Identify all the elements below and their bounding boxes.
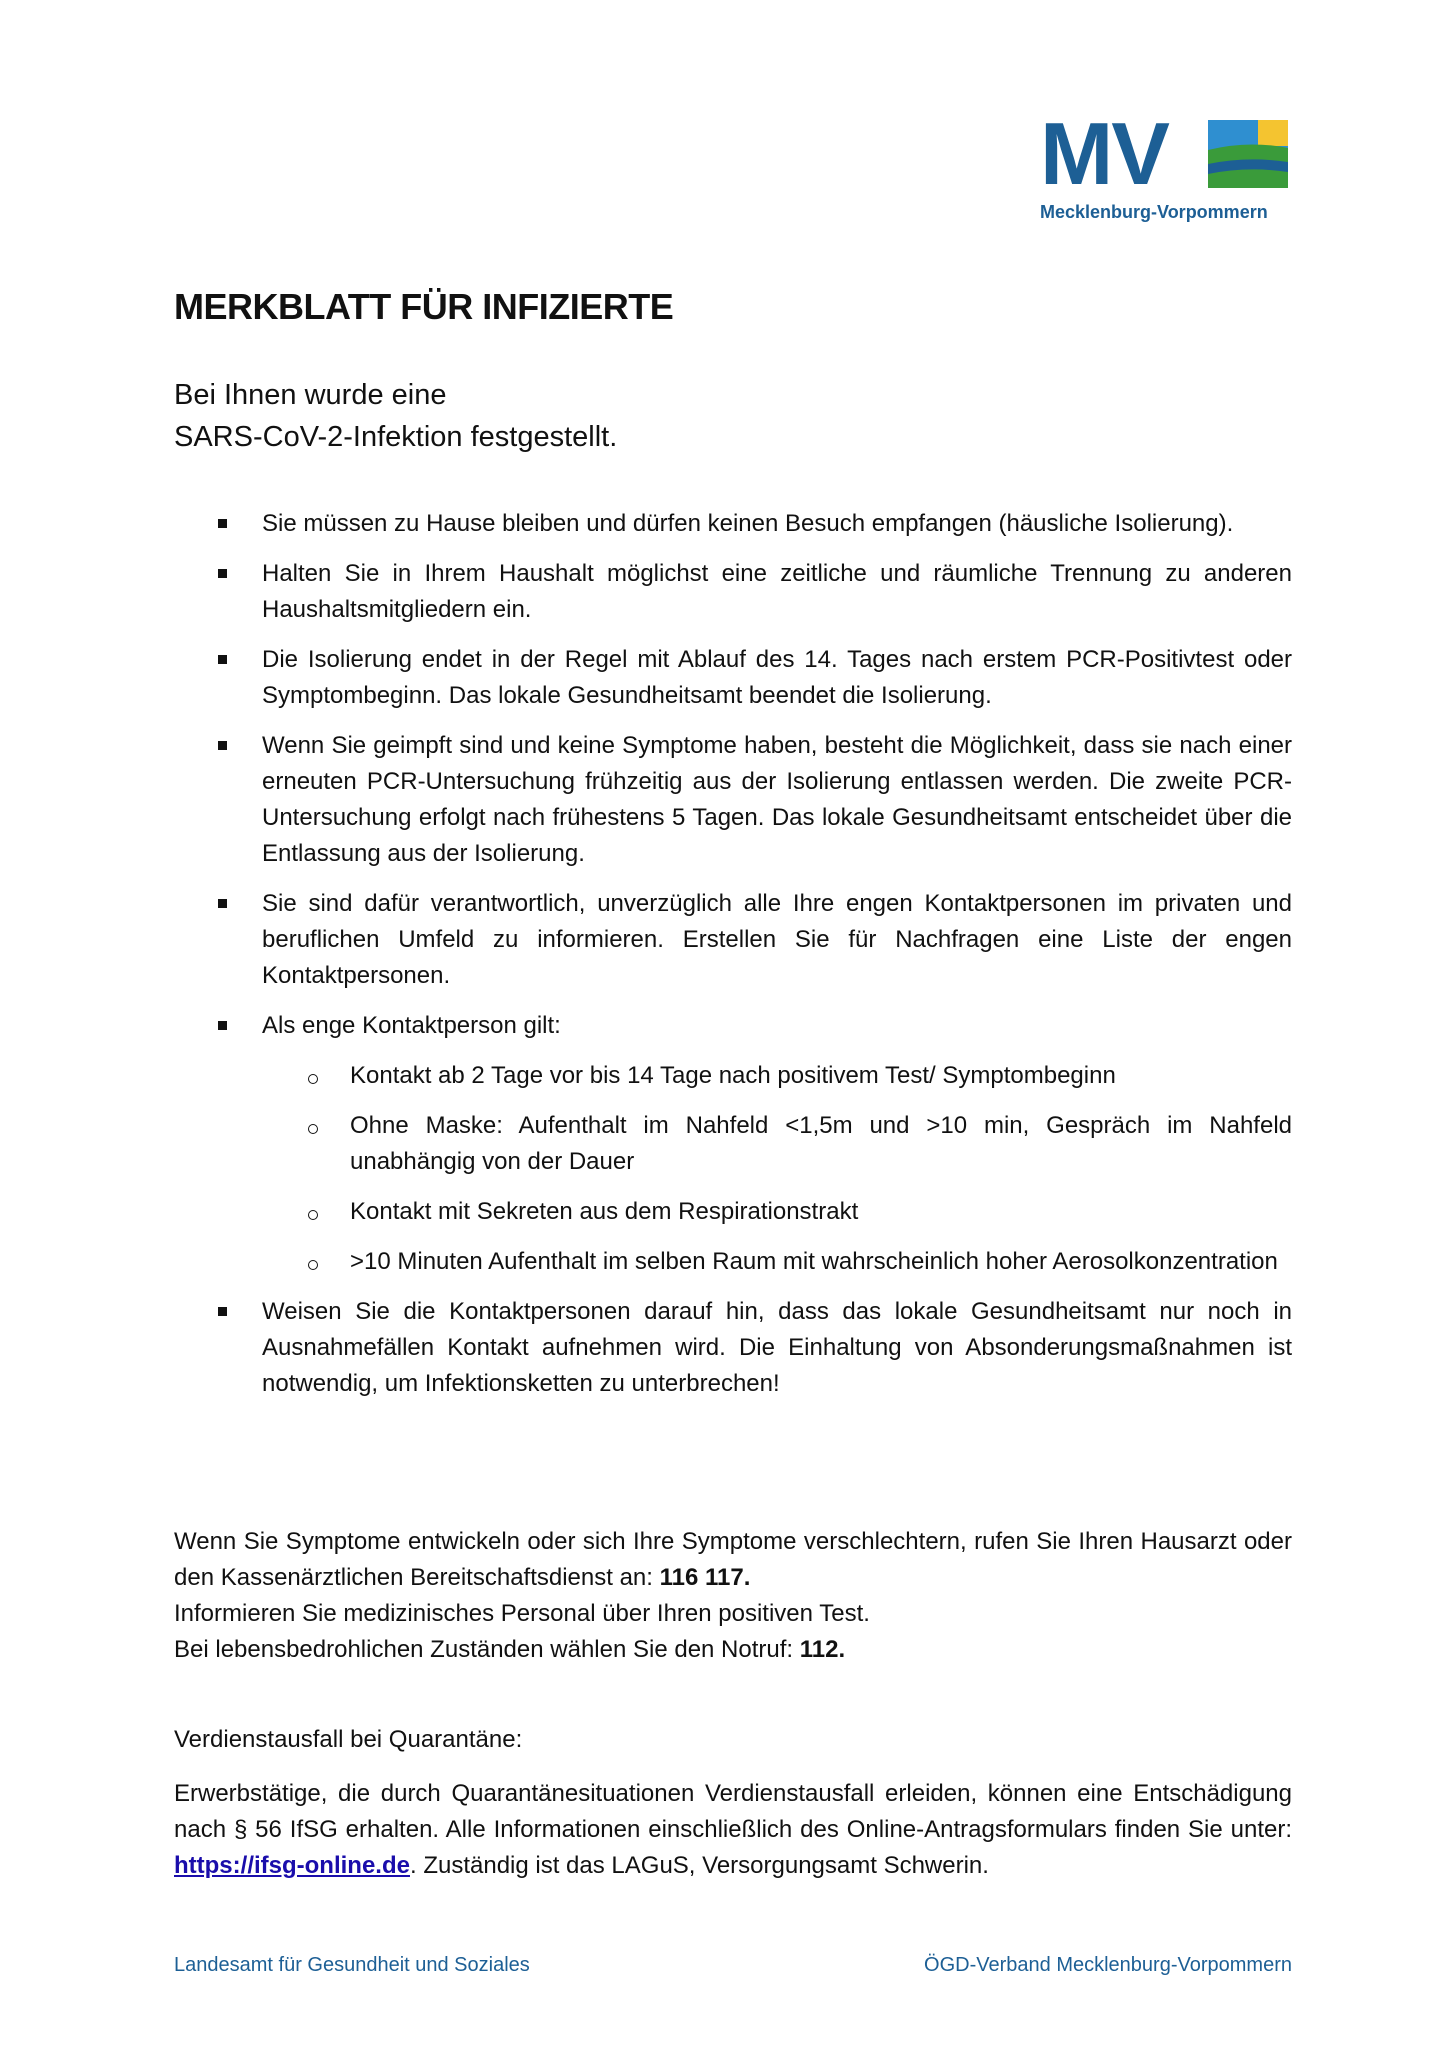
list-item: Die Isolierung endet in der Regel mit Ablauf des 14. Tages nach erstem PCR-Positivtest oder Symptombeginn. Das lokale Gesundheitsamt beendet die Isolierung. <box>174 642 1292 714</box>
emergency-number: 112. <box>799 1636 846 1663</box>
intro-line-2: SARS-CoV-2-Infektion festgestellt. <box>174 421 618 453</box>
footer-left: Landesamt für Gesundheit und Soziales <box>174 1954 530 1976</box>
doctor-hotline-number: 116 117. <box>659 1564 751 1591</box>
symptoms-paragraph: Wenn Sie Symptome entwickeln oder sich Ihre Symptome verschlechtern, rufen Sie Ihren Hausarzt oder den Kassenärztlichen Bereitschaftsdienst an: 116 117. Informieren Sie medizinisches Personal über Ihren positiven Test. Bei lebensbedrohlichen Zuständen wählen Sie den Notruf: 112. <box>174 1528 1292 1663</box>
square-bullet-icon <box>218 519 227 528</box>
circle-bullet-icon <box>308 1260 318 1270</box>
compensation-paragraph: Erwerbstätige, die durch Quarantänesituationen Verdienstausfall erleiden, können eine Entschädigung nach § 56 IfSG erhalten. Alle Informationen einschließlich des Online-Antragsformulars finden Sie unter: https://ifsg-online.de. Zuständig ist das LAGuS, Versorgungsamt Schwerin. <box>174 1780 1292 1879</box>
square-bullet-icon <box>218 741 227 750</box>
sub-list-item: Kontakt ab 2 Tage vor bis 14 Tage nach positivem Test/ Symptombeginn <box>174 1058 1292 1094</box>
compensation-heading: Verdienstausfall bei Quarantäne: <box>174 1726 523 1753</box>
footer-right: ÖGD-Verband Mecklenburg-Vorpommern <box>924 1954 1292 1976</box>
list-item: Halten Sie in Ihrem Haushalt möglichst eine zeitliche und räumliche Trennung zu anderen Haushaltsmitgliedern ein. <box>174 556 1292 628</box>
list-item: Sie sind dafür verantwortlich, unverzüglich alle Ihre engen Kontaktpersonen im privaten und beruflichen Umfeld zu informieren. Erstellen Sie für Nachfragen eine Liste der engen Kontaktpersonen. <box>174 886 1292 994</box>
logo-mark: MV <box>1040 104 1168 203</box>
logo-subtitle: Mecklenburg-Vorpommern <box>1040 202 1268 222</box>
ifsg-online-link[interactable]: https://ifsg-online.de <box>174 1852 410 1879</box>
square-bullet-icon <box>218 1307 227 1316</box>
list-item: Sie müssen zu Hause bleiben und dürfen keinen Besuch empfangen (häusliche Isolierung). <box>174 506 1292 542</box>
bullet-list <box>174 506 1292 1416</box>
square-bullet-icon <box>218 655 227 664</box>
square-bullet-icon <box>218 1021 227 1030</box>
list-item: Weisen Sie die Kontaktpersonen darauf hin, dass das lokale Gesundheitsamt nur noch in Ausnahmefällen Kontakt aufnehmen wird. Die Einhaltung von Absonderungsmaßnahmen ist notwendig, um Infektionsketten zu unterbrechen! <box>174 1294 1292 1402</box>
circle-bullet-icon <box>308 1074 318 1084</box>
list-item: Als enge Kontaktperson gilt: <box>174 1008 1292 1044</box>
list-item: Wenn Sie geimpft sind und keine Symptome haben, besteht die Möglichkeit, dass sie nach einer erneuten PCR-Untersuchung frühzeitig aus der Isolierung entlassen werden. Die zweite PCR-Untersuchung erfolgt nach frühestens 5 Tagen. Das lokale Gesundheitsamt entscheidet über die Entlassung aus der Isolierung. <box>174 728 1292 872</box>
sub-list-item: Ohne Maske: Aufenthalt im Nahfeld <1,5m und >10 min, Gespräch im Nahfeld unabhängig von der Dauer <box>174 1108 1292 1180</box>
intro <box>174 374 617 458</box>
sub-list-item: >10 Minuten Aufenthalt im selben Raum mit wahrscheinlich hoher Aerosolkonzentration <box>174 1244 1292 1280</box>
square-bullet-icon <box>218 899 227 908</box>
landscape-flag-icon <box>1208 120 1288 188</box>
intro-line-1: Bei Ihnen wurde eine <box>174 379 447 411</box>
mv-logo <box>1040 104 1290 230</box>
page-title: MERKBLATT FÜR INFIZIERTE <box>174 286 674 327</box>
circle-bullet-icon <box>308 1124 318 1134</box>
sub-list-item: Kontakt mit Sekreten aus dem Respirationstrakt <box>174 1194 1292 1230</box>
circle-bullet-icon <box>308 1210 318 1220</box>
square-bullet-icon <box>218 569 227 578</box>
